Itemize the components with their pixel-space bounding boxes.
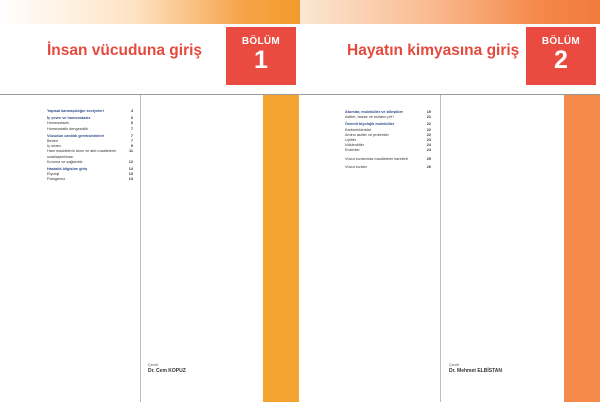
toc-entry-title: Ham maddelerin alımı ve atık maddelerin uzaklaştırılması xyxy=(47,149,117,159)
toc-entry-page: 7 xyxy=(130,139,133,144)
toc-entry-title: Karbonhidratlar xyxy=(345,127,371,132)
side-color-bar xyxy=(564,95,600,402)
toc-entry-page: 25 xyxy=(426,156,431,161)
translator-credit xyxy=(148,362,186,375)
credit-label: Çeviri xyxy=(449,362,460,367)
chapter-badge-number: 2 xyxy=(554,46,568,74)
toc-entry-title: Patogenez xyxy=(47,177,66,182)
chapter-title: İnsan vücuduna giriş xyxy=(47,42,203,59)
toc-entry-page: 14 xyxy=(128,167,133,172)
toc-entry-page: 22 xyxy=(426,132,431,137)
divider xyxy=(300,94,600,95)
toc-entry-page: 6 xyxy=(130,121,133,126)
toc-entry-title: Vücudun canlılık gereksinimleri xyxy=(47,133,104,138)
chapter-2-page xyxy=(300,0,600,402)
chapter-badge xyxy=(526,27,596,85)
credit-name: Dr. Cem KOPUZ xyxy=(148,368,186,374)
toc-entry-title: Lipitler xyxy=(345,138,357,143)
toc-entry-title: Enzimler xyxy=(345,148,360,153)
toc-entry-page: 26 xyxy=(426,164,431,169)
toc-entry xyxy=(345,165,431,170)
toc-entry-page: 24 xyxy=(426,148,431,153)
toc-entry-page: 24 xyxy=(426,143,431,148)
toc-entry-page: 7 xyxy=(130,133,133,138)
toc-entry xyxy=(47,177,133,182)
column-divider xyxy=(140,95,141,402)
top-gradient-band xyxy=(300,0,600,24)
toc-entry-title: Vücut sıvıları xyxy=(345,164,367,169)
table-of-contents xyxy=(345,108,431,170)
side-color-bar xyxy=(263,95,299,402)
toc-entry xyxy=(345,148,431,153)
toc-entry-page: 23 xyxy=(426,138,431,143)
toc-entry-title: Nükleotitler xyxy=(345,143,364,148)
toc-entry xyxy=(47,149,133,159)
translator-credit xyxy=(449,362,502,375)
toc-entry-title: Atomlar, moleküller ve bileşikler xyxy=(345,110,404,114)
toc-entry-title: İç ortam xyxy=(47,144,61,149)
table-of-contents xyxy=(47,107,133,183)
toc-entry-page: 6 xyxy=(130,116,133,121)
toc-entry-title: Etyoloji xyxy=(47,172,60,177)
toc-entry-title: Önemli biyolojik moleküller xyxy=(345,122,395,127)
toc-entry-page: 19 xyxy=(426,110,431,114)
toc-entry xyxy=(47,127,133,132)
toc-entry xyxy=(345,115,431,120)
toc-entry-page: 11 xyxy=(128,149,133,154)
credit-label: Çeviri xyxy=(148,362,159,367)
column-divider xyxy=(440,95,441,402)
top-gradient-band xyxy=(0,0,300,24)
toc-entry xyxy=(47,109,133,114)
toc-entry-page: 22 xyxy=(426,122,431,127)
toc-entry-title: Beden xyxy=(47,139,58,144)
toc-entry-page: 9 xyxy=(130,144,133,149)
chapter-badge-label: BÖLÜM xyxy=(241,36,281,47)
toc-entry-title: Koruma ve sağlamlık xyxy=(47,159,83,164)
toc-entry-title: Yapısal karmaşıklığın seviyeleri xyxy=(47,109,104,113)
toc-entry-title: Asitler, bazlar ve tuzların pH'ı xyxy=(345,115,395,120)
toc-entry-page: 21 xyxy=(426,115,431,120)
toc-entry-title: Hastalık bilgisine giriş xyxy=(47,167,88,172)
toc-entry-title: Homeostazis xyxy=(47,121,69,126)
toc-entry-page: 7 xyxy=(130,126,133,131)
toc-entry xyxy=(345,157,431,162)
toc-entry-page: 13 xyxy=(128,177,133,182)
toc-entry-page: 4 xyxy=(130,109,133,113)
toc-entry-title: Vücut sıvılarında maddelerin hareketi xyxy=(345,156,408,161)
toc-entry-page: 12 xyxy=(128,159,133,164)
toc-entry-page: 13 xyxy=(128,172,133,177)
credit-name: Dr. Mehmet ELBİSTAN xyxy=(449,368,502,374)
toc-entry-title: İç çevre ve homeostazis xyxy=(47,116,91,121)
chapter-badge xyxy=(226,27,296,85)
chapter-badge-label: BÖLÜM xyxy=(541,36,581,47)
toc-entry xyxy=(47,160,133,165)
chapter-title: Hayatın kimyasına giriş xyxy=(347,42,520,59)
toc-entry-title: Homeostatik dengesizlik xyxy=(47,126,88,131)
divider xyxy=(0,94,300,95)
toc-entry-page: 22 xyxy=(426,127,431,132)
chapter-badge-number: 1 xyxy=(254,46,268,74)
toc-entry-title: Amino asitler ve proteinler xyxy=(345,132,389,137)
